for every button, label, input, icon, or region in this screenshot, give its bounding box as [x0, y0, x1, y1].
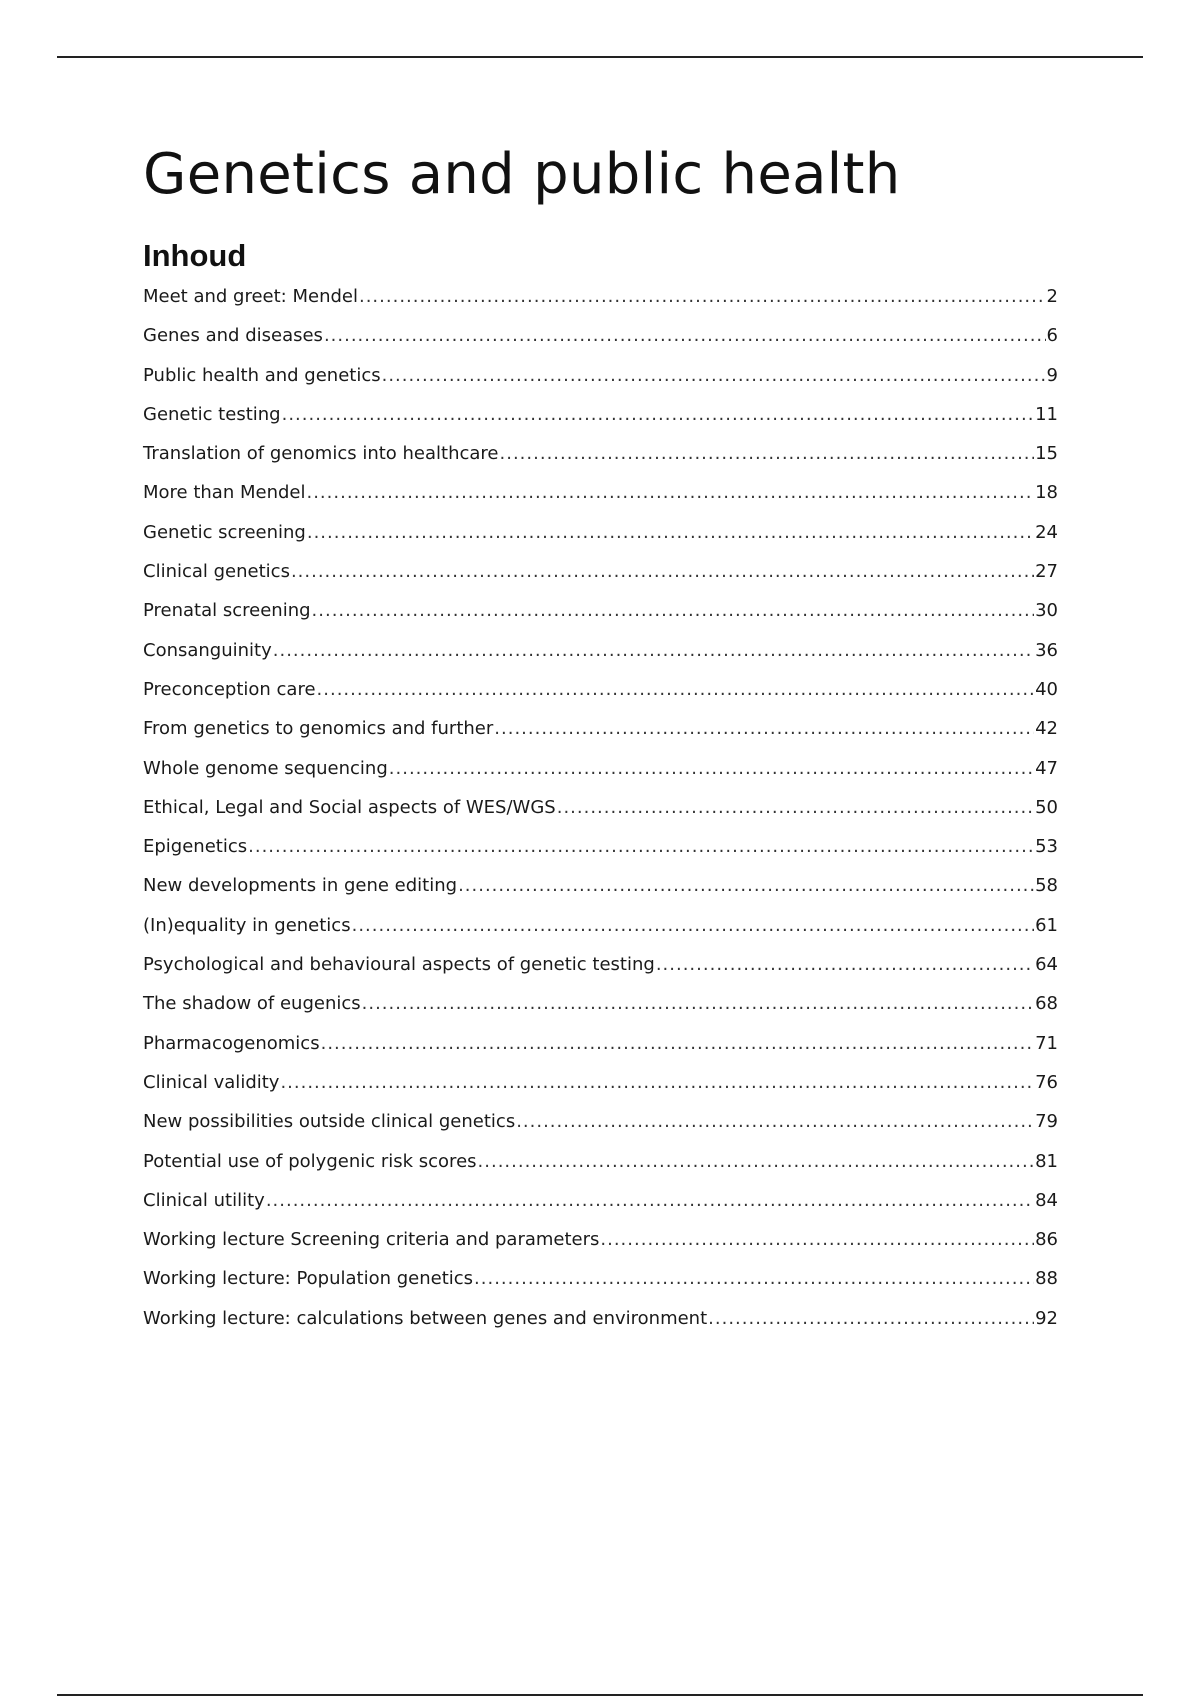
toc-entry-page: 36 — [1035, 639, 1058, 661]
toc-entry[interactable] — [143, 1072, 1058, 1111]
dot-leader — [389, 758, 1034, 779]
toc-entry-label: New developments in gene editing — [143, 875, 458, 897]
toc-entry[interactable] — [143, 1151, 1058, 1190]
toc-entry[interactable] — [143, 1229, 1058, 1268]
toc-entry-page: 58 — [1035, 875, 1058, 897]
toc-entry-label: Genetic screening — [143, 521, 306, 543]
dot-leader — [306, 482, 1034, 503]
toc-entry[interactable] — [143, 915, 1058, 954]
toc-entry[interactable] — [143, 286, 1058, 325]
toc-entry-label: Genetic testing — [143, 403, 281, 425]
toc-entry-page: 47 — [1035, 757, 1058, 779]
toc-entry[interactable] — [143, 993, 1058, 1032]
toc-entry-label: The shadow of eugenics — [143, 993, 361, 1015]
toc-entry[interactable] — [143, 640, 1058, 679]
toc-entry-page: 81 — [1035, 1150, 1058, 1172]
toc-entry-label: Meet and greet: Mendel — [143, 286, 358, 307]
dot-leader — [708, 1308, 1034, 1329]
dot-leader — [474, 1268, 1034, 1289]
toc-entry-label: From genetics to genomics and further — [143, 718, 494, 740]
toc-entry-page: 27 — [1035, 561, 1058, 583]
dot-leader — [280, 1072, 1034, 1093]
dot-leader — [282, 404, 1035, 425]
toc-entry-page: 18 — [1035, 482, 1058, 504]
dot-leader — [500, 443, 1035, 464]
toc-entry-label: Potential use of polygenic risk scores — [143, 1150, 477, 1172]
toc-entry-label: Clinical utility — [143, 1189, 265, 1211]
toc-entry-page: 11 — [1035, 403, 1058, 425]
toc-entry[interactable] — [143, 679, 1058, 718]
toc-entry-label: Pharmacogenomics — [143, 1032, 320, 1054]
toc-entry[interactable] — [143, 600, 1058, 639]
dot-leader — [312, 600, 1035, 621]
toc-entry[interactable] — [143, 443, 1058, 482]
toc-entry[interactable] — [143, 797, 1058, 836]
toc-entry-page: 64 — [1035, 954, 1058, 976]
toc-entry-label: Whole genome sequencing — [143, 757, 388, 779]
footer-rule — [57, 1694, 1143, 1696]
dot-leader — [478, 1151, 1035, 1172]
toc-entry-page: 40 — [1035, 678, 1058, 700]
toc-entry-page: 88 — [1035, 1268, 1058, 1290]
toc-entry[interactable] — [143, 954, 1058, 993]
toc-entry-page: 2 — [1046, 286, 1058, 307]
toc-entry-page: 68 — [1035, 993, 1058, 1015]
toc-entry-page: 92 — [1035, 1307, 1058, 1329]
toc-entry[interactable] — [143, 482, 1058, 521]
toc-entry-label: (In)equality in genetics — [143, 914, 351, 936]
toc-entry-page: 24 — [1035, 521, 1058, 543]
toc-entry-label: Clinical validity — [143, 1071, 280, 1093]
toc-entry[interactable] — [143, 1190, 1058, 1229]
toc-entry-label: New possibilities outside clinical genetics — [143, 1111, 516, 1133]
toc-entry-page: 84 — [1035, 1189, 1058, 1211]
toc-entry-page: 53 — [1035, 836, 1058, 858]
toc-entry-page: 50 — [1035, 796, 1058, 818]
document-title: Genetics and public health — [143, 142, 901, 207]
dot-leader — [382, 365, 1046, 386]
toc-entry[interactable] — [143, 758, 1058, 797]
dot-leader — [273, 640, 1034, 661]
toc-entry[interactable] — [143, 1268, 1058, 1307]
dot-leader — [362, 993, 1034, 1014]
toc-entry-page: 71 — [1035, 1032, 1058, 1054]
toc-entry[interactable] — [143, 875, 1058, 914]
dot-leader — [656, 954, 1034, 975]
dot-leader — [557, 797, 1034, 818]
toc-entry-label: Working lecture: calculations between genes and environment — [143, 1307, 708, 1329]
toc-entry[interactable] — [143, 718, 1058, 757]
toc-entry-label: Public health and genetics — [143, 364, 381, 386]
toc-entry-label: Clinical genetics — [143, 561, 290, 583]
toc-entry[interactable] — [143, 1308, 1058, 1347]
dot-leader — [317, 679, 1035, 700]
header-rule — [57, 56, 1143, 58]
toc-entry-label: Epigenetics — [143, 836, 248, 858]
toc-entry-page: 9 — [1046, 364, 1058, 386]
toc-entry-label: Working lecture Screening criteria and parameters — [143, 1229, 600, 1251]
toc-entry-label: Consanguinity — [143, 639, 272, 661]
toc-entry-page: 79 — [1035, 1111, 1058, 1133]
dot-leader — [266, 1190, 1034, 1211]
toc-entry-label: Translation of genomics into healthcare — [143, 443, 499, 465]
toc-entry-label: Prenatal screening — [143, 600, 311, 622]
dot-leader — [352, 915, 1035, 936]
table-of-contents — [143, 286, 1058, 1347]
dot-leader — [516, 1111, 1034, 1132]
toc-entry-page: 42 — [1035, 718, 1058, 740]
toc-heading: Inhoud — [143, 238, 247, 273]
toc-entry[interactable] — [143, 365, 1058, 404]
toc-entry-label: Working lecture: Population genetics — [143, 1268, 474, 1290]
toc-entry[interactable] — [143, 836, 1058, 875]
toc-entry-page: 30 — [1035, 600, 1058, 622]
toc-entry-label: Genes and diseases — [143, 325, 323, 347]
toc-entry[interactable] — [143, 404, 1058, 443]
dot-leader — [321, 1033, 1035, 1054]
dot-leader — [600, 1229, 1034, 1250]
toc-entry-page: 6 — [1046, 325, 1058, 347]
toc-entry[interactable] — [143, 522, 1058, 561]
toc-entry-page: 86 — [1035, 1229, 1058, 1251]
toc-entry-page: 61 — [1035, 914, 1058, 936]
toc-entry[interactable] — [143, 561, 1058, 600]
dot-leader — [458, 875, 1034, 896]
toc-entry-label: Preconception care — [143, 678, 316, 700]
dot-leader — [291, 561, 1034, 582]
toc-entry[interactable] — [143, 1033, 1058, 1072]
toc-entry[interactable] — [143, 325, 1058, 364]
dot-leader — [248, 836, 1034, 857]
toc-entry-page: 76 — [1035, 1071, 1058, 1093]
dot-leader — [307, 522, 1034, 543]
dot-leader — [324, 325, 1046, 346]
dot-leader — [494, 718, 1034, 739]
toc-entry-label: More than Mendel — [143, 482, 306, 504]
toc-entry-label: Ethical, Legal and Social aspects of WES/WGS — [143, 796, 556, 818]
dot-leader — [359, 286, 1046, 307]
toc-entry-page: 15 — [1035, 443, 1058, 465]
document-page — [143, 130, 1058, 1347]
toc-entry[interactable] — [143, 1111, 1058, 1150]
toc-entry-label: Psychological and behavioural aspects of genetic testing — [143, 954, 655, 976]
